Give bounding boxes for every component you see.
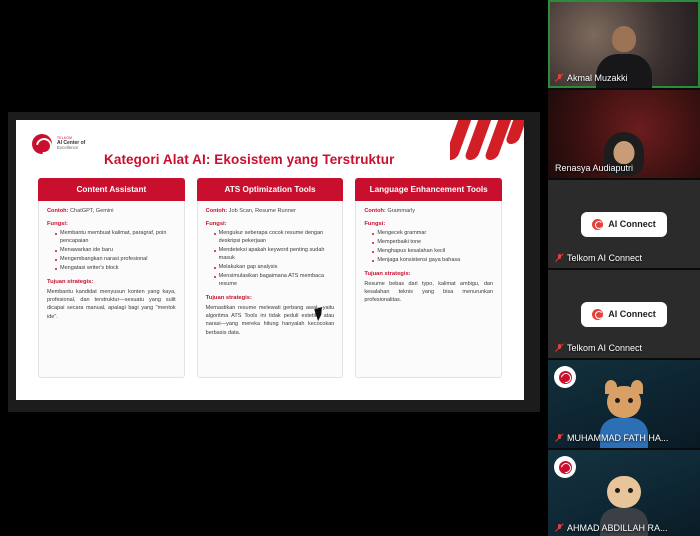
tujuan-label: Tujuan strategis: xyxy=(47,278,94,285)
participant-name: Telkom AI Connect xyxy=(567,343,643,353)
brand-line-3: Excellence xyxy=(57,145,79,151)
telkom-ai-coe-logo xyxy=(32,134,85,154)
participant-name-chip xyxy=(552,432,671,444)
fungsi-label: Fungsi: xyxy=(205,221,227,227)
list-item: Membantu membuat kalimat, paragraf, poin pencapaian xyxy=(55,230,176,246)
card-content-assistant xyxy=(38,178,185,378)
card-header: Language Enhancement Tools xyxy=(355,178,502,201)
mic-muted-icon xyxy=(555,524,564,533)
participant-rail[interactable] xyxy=(548,0,700,536)
participant-name: Renasya Audiaputri xyxy=(555,163,634,173)
card-header: Content Assistant xyxy=(38,178,185,201)
list-item: Mengatasi writer's block xyxy=(55,265,176,273)
list-item: Menjaga konsistensi gaya bahasa xyxy=(372,257,493,265)
ai-connect-badge xyxy=(581,212,667,237)
fungsi-list xyxy=(206,230,335,289)
participant-name: Telkom AI Connect xyxy=(567,253,643,263)
contoh-label: Contoh: xyxy=(205,208,228,214)
list-item: Mengecek grammar xyxy=(372,230,493,238)
participant-name: MUHAMMAD FATH HA... xyxy=(567,433,669,443)
ai-connect-icon xyxy=(592,219,603,230)
card-header: ATS Optimization Tools xyxy=(197,178,344,201)
ai-connect-label: AI Connect xyxy=(608,309,656,319)
participant-name: Akmal Muzakki xyxy=(567,73,628,83)
tujuan-text: Resume bebas dari typo, kalimat ambigu, dan kesalahan teknis yang bisa menurunkan profesionalitas. xyxy=(364,280,494,304)
contoh-value: ChatGPT, Gemini xyxy=(70,208,114,214)
tujuan-text: Membantu kandidat menyusun konten yang kaya, profesional, dan terstruktur—sesuatu yang sulit dicapai secara manual, apalagi bagi yang "mentok ide". xyxy=(47,288,176,320)
contoh-label: Contoh: xyxy=(364,208,386,214)
telkom-logo-icon xyxy=(32,134,52,154)
mic-muted-icon xyxy=(555,434,564,443)
presentation-slide xyxy=(16,120,524,400)
list-item: Mendeteksi apakah keyword penting sudah masuk xyxy=(214,247,335,263)
contoh-value: Grammarly xyxy=(387,208,416,214)
list-item: Mengukur seberapa cocok resume dengan deskripsi pekerjaan xyxy=(214,230,335,246)
ai-connect-icon xyxy=(592,309,603,320)
mic-muted-icon xyxy=(555,254,564,263)
ai-connect-badge xyxy=(581,302,667,327)
participant-tile-telkom-ai-connect-2[interactable] xyxy=(548,270,700,358)
participant-name: AHMAD ABDILLAH RA... xyxy=(567,523,668,533)
card-ats-optimization-tools xyxy=(197,178,344,378)
fungsi-list xyxy=(364,230,493,265)
fungsi-label: Fungsi: xyxy=(47,221,68,227)
participant-name-chip xyxy=(552,162,636,174)
card-language-enhancement-tools xyxy=(355,178,502,378)
contoh-label: Contoh: xyxy=(47,208,69,214)
corner-logo-icon xyxy=(554,456,576,478)
decorative-swoosh-icon xyxy=(450,120,524,160)
list-item: Mensimulasikan bagaimana ATS membaca resume xyxy=(214,273,335,289)
participant-name-chip xyxy=(552,252,645,264)
fungsi-list xyxy=(47,230,176,273)
contoh-value: Job Scan, Resume Runner xyxy=(228,208,296,214)
brand-line-1: TELKOM xyxy=(57,136,73,141)
participant-name-chip xyxy=(552,522,671,534)
participant-name-chip xyxy=(552,342,645,354)
list-item: Mengembangkan narasi profesional xyxy=(55,256,176,264)
tujuan-label: Tujuan strategis: xyxy=(364,270,411,277)
fungsi-label: Fungsi: xyxy=(364,221,386,227)
participant-tile-akmal-muzakki[interactable] xyxy=(548,0,700,88)
mic-muted-icon xyxy=(555,344,564,353)
list-item: Menghapus kesalahan kecil xyxy=(372,248,493,256)
mic-muted-icon xyxy=(555,74,564,83)
participant-tile-ahmad-abdillah[interactable] xyxy=(548,450,700,536)
participant-tile-telkom-ai-connect-1[interactable] xyxy=(548,180,700,268)
tujuan-text: Memastikan resume melewati gerbang awal—yaitu algoritma ATS Tools ini tidak peduli estetika atau narasi—yang mereka hitung hanyalah kecocokan berbasis data. xyxy=(205,304,335,336)
participant-name-chip xyxy=(552,72,631,84)
list-item: Menawarkan ide baru xyxy=(55,247,176,255)
ai-connect-label: AI Connect xyxy=(608,219,656,229)
participant-tile-renasya-audiaputri[interactable] xyxy=(548,90,700,178)
brand-line-2: AI Center of xyxy=(57,139,86,146)
slide-title: Kategori Alat AI: Ekosistem yang Terstruktur xyxy=(104,152,395,167)
corner-logo-icon xyxy=(554,366,576,388)
tujuan-label: Tujuan strategis: xyxy=(205,294,252,301)
list-item: Memperbaiki tone xyxy=(372,239,493,247)
list-item: Melakukan gap analysis xyxy=(214,264,335,272)
slide-card-row xyxy=(38,178,502,378)
slide-frame xyxy=(8,112,540,412)
participant-tile-muhammad-fath[interactable] xyxy=(548,360,700,448)
